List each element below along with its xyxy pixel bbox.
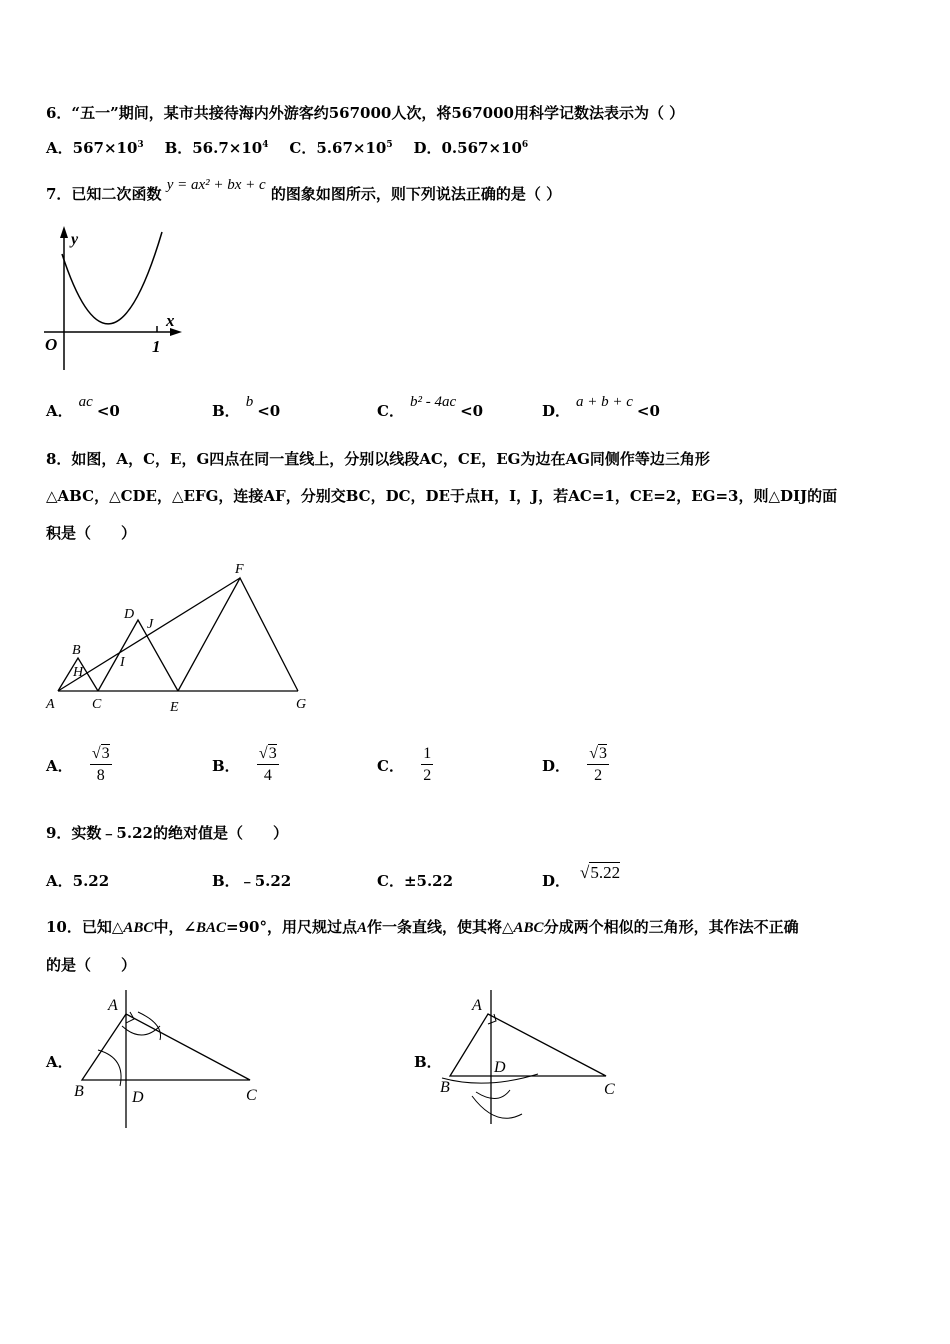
- q8-label-f: F: [235, 562, 244, 577]
- q7-y-label: y: [71, 231, 79, 248]
- q8-label-e: E: [170, 700, 179, 715]
- q7-formula: y = ax² + bx + c: [166, 177, 266, 193]
- q8-stem-line1: 8．如图，A，C，E，G四点在同一直线上，分别以线段AC，CE，EG为边在AG同侧作等边三角形: [46, 450, 710, 468]
- q8-label-d: D: [124, 607, 135, 622]
- q10-stem-line2: 的是（ ）: [46, 956, 137, 974]
- q8-stem-line2: △ABC，△CDE，△EFG，连接AF，分别交BC，DC，DE于点H，I，J，若AC=1，CE=2，EG=3，则△DIJ的面: [46, 487, 838, 505]
- q10a-label-d: D: [132, 1089, 144, 1106]
- q8-label-i: I: [120, 655, 125, 670]
- q8-stem-line3: 积是（ ）: [46, 524, 137, 542]
- q7-option-a[interactable]: A． ac <0: [46, 394, 120, 420]
- q6-option-c[interactable]: C．$5.67\times 10^5$: [289, 139, 393, 157]
- q7-option-c[interactable]: C． b² - 4ac <0: [377, 394, 484, 420]
- q10-option-a-figure: [70, 988, 270, 1130]
- q10b-label-c: C: [604, 1081, 615, 1098]
- q8-option-a[interactable]: A． $\frac{√3}{8}$: [46, 745, 110, 784]
- q8-label-j: J: [147, 617, 154, 632]
- q10-stem-line1: 10．已知△ABC中，∠BAC=90°，用尺规过点A作一条直线，使其将△ABC分成两个相似的三角形，其作法不正确: [46, 918, 799, 936]
- q8-option-c[interactable]: C． $\frac{1}{2}$: [377, 745, 432, 784]
- q10a-label-a: A: [108, 997, 118, 1014]
- q10-option-a-label[interactable]: A．: [46, 1053, 73, 1071]
- q8-line-af: [58, 578, 240, 691]
- q8-option-d[interactable]: D． $\frac{√3}{2}$: [542, 745, 608, 784]
- q7-origin-label: O: [45, 335, 58, 354]
- q8-triangles-figure: [42, 558, 314, 720]
- q8-label-c: C: [92, 697, 102, 712]
- q6-option-b[interactable]: B．$56.7\times 10^4$: [164, 139, 269, 157]
- q10a-right-angle: [126, 1012, 134, 1023]
- q8-triangle-efg: [178, 578, 298, 691]
- q6-option-a[interactable]: A．$567\times 10^3$: [46, 139, 144, 157]
- q6-options: [46, 137, 528, 158]
- q10b-label-a: A: [472, 997, 482, 1014]
- q8-option-b[interactable]: B． $\frac{√3}{4}$: [212, 745, 277, 784]
- q10-option-b-label[interactable]: B．: [414, 1053, 442, 1071]
- q10b-arc-cross: [476, 1090, 510, 1099]
- q8-label-g: G: [296, 697, 307, 712]
- q10b-label-d: D: [494, 1059, 506, 1076]
- q6-stem: 6．“五一”期间，某市共接待海内外游客约567000人次，将567000用科学记数法表示为（ ）: [46, 104, 685, 122]
- q9-option-a[interactable]: A．5.22: [46, 872, 110, 890]
- q10b-triangle: [450, 1014, 606, 1076]
- q8-label-b: B: [72, 643, 81, 658]
- q10b-label-b: B: [440, 1079, 450, 1096]
- q10a-label-c: C: [246, 1087, 257, 1104]
- q7-x-label: x: [166, 311, 175, 330]
- q9-option-b[interactable]: B．﹣5.22: [212, 872, 292, 890]
- q9-option-c[interactable]: C．±5.22: [377, 872, 454, 890]
- q10a-arc-top: [122, 1026, 160, 1035]
- q7-stem: 7．已知二次函数 y = ax² + bx + c 的图象如图所示，则下列说法正确的是（ ）: [46, 177, 562, 203]
- q7-tick-label: 1: [152, 337, 161, 356]
- q7-option-b[interactable]: B． b <0: [212, 394, 281, 420]
- q7-parabola-graph: [40, 222, 190, 372]
- q7-y-arrow: [60, 226, 68, 238]
- q7-option-d[interactable]: D． a + b + c <0: [542, 394, 660, 420]
- q10-option-b-figure: [436, 988, 626, 1130]
- q9-stem: 9．实数﹣5.22的绝对值是（ ）: [46, 824, 288, 842]
- q6-option-d[interactable]: D．$0.567\times 10^6$: [413, 139, 529, 157]
- q8-label-a: A: [46, 697, 55, 712]
- q8-triangle-cde: [98, 620, 178, 691]
- q10a-label-b: B: [74, 1083, 84, 1100]
- q10b-arc-lower: [472, 1096, 522, 1118]
- q8-label-h: H: [73, 665, 84, 680]
- q9-option-d[interactable]: D． √5.22: [542, 863, 621, 890]
- q10a-triangle: [82, 1014, 250, 1080]
